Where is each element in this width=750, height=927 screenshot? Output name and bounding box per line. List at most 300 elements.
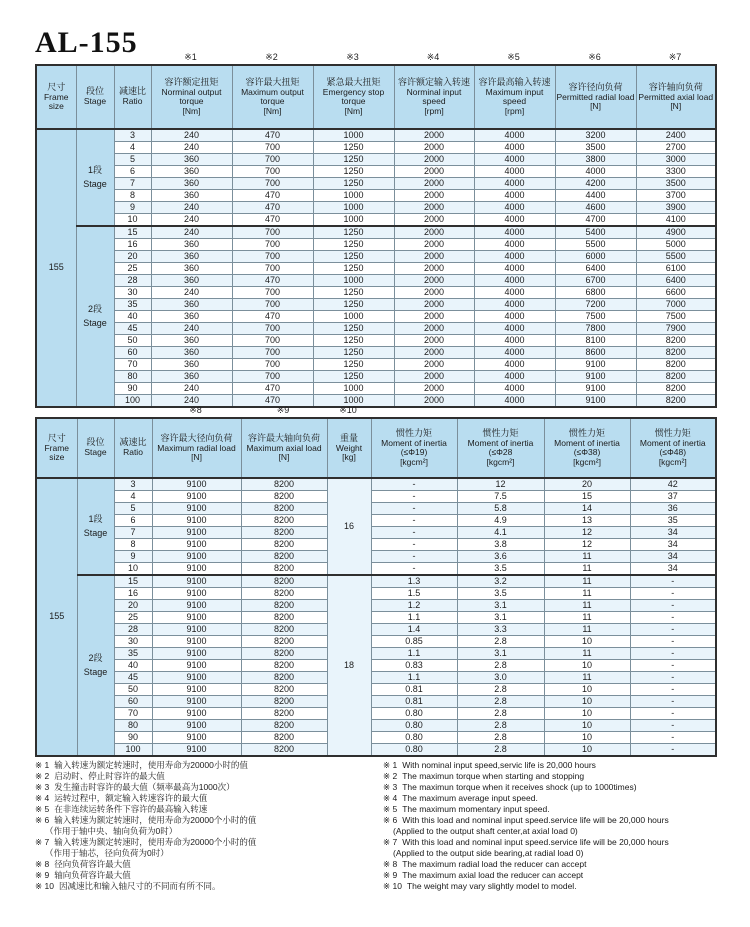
value-cell: 4000 [474,154,555,166]
table-row [36,684,716,696]
value-cell: 1250 [313,226,394,239]
value-cell: 4000 [474,371,555,383]
value-cell: 3200 [555,129,636,142]
ratio-cell: 90 [114,383,151,395]
value-cell: 4000 [474,359,555,371]
value-cell: 8200 [241,527,327,539]
header-label-zh: 减速比 [118,86,146,97]
note-marker: ※3 [346,52,359,62]
value-cell: 3.5 [457,588,544,600]
footnote-line [383,771,735,782]
value-cell: 10 [544,720,630,732]
header-label-en: Weight [335,442,363,453]
header-label-en: Moment of inertia [639,437,706,448]
header-shaft-diameter: (≤Φ28 [488,447,513,458]
value-cell: 9100 [152,612,241,624]
spec-column-header [313,65,394,129]
ratio-cell: 4 [114,142,151,154]
header-unit: [rpm] [504,105,525,116]
value-cell: 10 [544,636,630,648]
ratio-cell: 7 [114,178,151,190]
value-cell: 4.9 [457,515,544,527]
value-cell: 360 [151,311,232,323]
header-shaft-diameter: (≤Φ38) [573,447,601,458]
value-cell: 700 [232,142,313,154]
value-cell: 7500 [636,311,716,323]
footnote-line [35,837,383,848]
table-row [36,347,716,359]
ratio-cell: 45 [114,323,151,335]
spec-column-header [555,65,636,129]
ratio-cell: 40 [114,660,152,672]
value-cell: 4000 [474,178,555,190]
value-cell: 700 [232,299,313,311]
ratio-header [114,418,152,478]
header-unit: [N] [191,451,202,462]
stage-label-en: Stage [83,527,108,538]
value-cell: - [371,539,457,551]
value-cell: 360 [151,166,232,178]
header-label-zh: 容许额定扭矩 [164,77,219,88]
stage-header [77,418,114,478]
value-cell: 4000 [474,395,555,408]
spec-column-header [474,65,555,129]
value-cell: 42 [630,478,716,491]
value-cell: 8200 [636,395,716,408]
header-unit: [kgcm²] [486,456,515,467]
value-cell: 12 [544,539,630,551]
value-cell: 2000 [394,154,474,166]
value-cell: - [630,744,716,757]
value-cell: - [371,551,457,563]
value-cell: - [630,660,716,672]
value-cell: 9100 [152,539,241,551]
footnote-line [383,837,735,848]
table-row [36,263,716,275]
value-cell: 470 [232,383,313,395]
value-cell: 6400 [555,263,636,275]
value-cell: 4000 [474,299,555,311]
table-row [36,491,716,503]
header-label-zh: 容许最大径向负荷 [160,432,233,443]
value-cell: 4000 [474,166,555,178]
value-cell: 9100 [152,732,241,744]
value-cell: 1000 [313,395,394,408]
value-cell: 10 [544,660,630,672]
value-cell: 1.3 [371,575,457,588]
table-row [36,154,716,166]
footnote-line [383,782,735,793]
stage-cell [76,129,114,226]
footnotes-section [35,760,735,892]
value-cell: 1250 [313,287,394,299]
header-label-zh: 容许径向负荷 [568,81,623,92]
value-cell: 9100 [152,636,241,648]
frame-size-header [36,65,76,129]
table2-note-markers [35,405,715,416]
value-cell: 2.8 [457,636,544,648]
value-cell: 700 [232,251,313,263]
value-cell: 11 [544,612,630,624]
footnote-marker: ※ 4 [383,793,398,803]
table-row [36,575,716,588]
note-marker: ※5 [507,52,520,62]
value-cell: 9100 [555,383,636,395]
value-cell: 6400 [636,275,716,287]
value-cell: 2000 [394,299,474,311]
header-row [36,418,716,478]
value-cell: 2.8 [457,660,544,672]
value-cell: 360 [151,275,232,287]
value-cell: 2000 [394,275,474,287]
table-row [36,214,716,227]
value-cell: 2000 [394,202,474,214]
header-label-zh: 紧急最大扭矩 [326,77,381,88]
header-label-en: Moment of inertia [381,437,447,448]
ratio-cell: 70 [114,708,152,720]
footnote-marker: ※ 2 [383,771,398,781]
value-cell: 1000 [313,190,394,202]
ratio-cell: 10 [114,563,152,576]
value-cell: 8200 [241,744,327,757]
note-marker: ※4 [426,52,440,62]
ratio-cell: 3 [114,129,151,142]
value-cell: 4000 [474,323,555,335]
value-cell: 8600 [555,347,636,359]
header-label-en: Stage [84,447,107,458]
value-cell: 700 [232,226,313,239]
ratio-cell: 28 [114,275,151,287]
footnote-line [383,760,735,771]
value-cell: 9100 [152,588,241,600]
value-cell: 9100 [152,660,241,672]
value-cell: 12 [544,527,630,539]
value-cell: 2000 [394,347,474,359]
value-cell: 0.85 [371,636,457,648]
value-cell: 9100 [152,563,241,576]
value-cell: - [371,563,457,576]
value-cell: - [371,478,457,491]
value-cell: 2000 [394,383,474,395]
value-cell: 8100 [555,335,636,347]
value-cell: 9100 [152,575,241,588]
value-cell: 8200 [636,383,716,395]
footnote-line [383,815,735,826]
header-label-en: Frame size [44,442,70,462]
header-label-zh: 段位 [85,86,104,97]
value-cell: 4400 [555,190,636,202]
value-cell: 9100 [152,527,241,539]
value-cell: 5400 [555,226,636,239]
table-row [36,624,716,636]
value-cell: 4000 [474,287,555,299]
stage-cell [76,226,114,407]
value-cell: 4000 [474,311,555,323]
footnote-text: The maximum average input speed. [402,793,538,803]
footnote-text: The maximum momentary input speed. [402,804,550,814]
header-label-en: Moment of inertia [467,437,534,448]
ratio-cell: 7 [114,527,152,539]
value-cell: 5500 [636,251,716,263]
value-cell: 240 [151,142,232,154]
value-cell: 4000 [474,335,555,347]
table-row [36,732,716,744]
value-cell: 1250 [313,239,394,251]
stage-label-en: Stage [83,178,107,189]
note-marker: ※2 [265,52,278,62]
value-cell: 3.1 [457,612,544,624]
value-cell: 2700 [636,142,716,154]
footnote-text: 轴向负荷容许最大值 [54,870,131,880]
value-cell: 1.1 [371,612,457,624]
ratio-cell: 45 [114,672,152,684]
value-cell: 8200 [636,359,716,371]
footnotes-english [383,760,735,892]
footnote-line [35,815,383,826]
ratio-cell: 28 [114,624,152,636]
value-cell: 8200 [241,624,327,636]
value-cell: 470 [232,202,313,214]
table-row [36,226,716,239]
header-unit: [kgcm²] [573,456,601,467]
value-cell: 34 [630,551,716,563]
table-row [36,371,716,383]
value-cell: 470 [232,395,313,408]
value-cell: 2000 [394,323,474,335]
footnote-line [383,804,735,815]
table-row [36,588,716,600]
value-cell: - [630,720,716,732]
ratio-cell: 100 [114,395,151,408]
value-cell: 9100 [152,696,241,708]
ratio-cell: 15 [114,575,152,588]
footnote-marker: ※ 1 [383,760,398,770]
stage-label-zh: 2段 [87,304,102,314]
table-row [36,600,716,612]
spec-column-header [232,65,313,129]
header-unit: [Nm] [344,105,363,116]
value-cell: 8200 [636,335,716,347]
table-row [36,696,716,708]
value-cell: 2.8 [457,732,544,744]
footnote-marker: ※ 3 [35,782,50,792]
value-cell: 2000 [394,178,474,190]
ratio-cell: 70 [114,359,151,371]
ratio-cell: 80 [114,720,152,732]
value-cell: 7000 [636,299,716,311]
value-cell: 3300 [636,166,716,178]
value-cell: 360 [151,347,232,359]
value-cell: 700 [232,359,313,371]
value-cell: 8200 [241,612,327,624]
header-label-zh: 容许额定输入转速 [397,77,470,88]
footnote-line [35,782,383,793]
ratio-cell: 50 [114,335,151,347]
value-cell: 13 [544,515,630,527]
value-cell: - [371,515,457,527]
value-cell: 240 [151,287,232,299]
stage-cell [77,478,114,575]
header-unit: [kgcm²] [658,456,687,467]
value-cell: 2000 [394,395,474,408]
value-cell: 360 [151,251,232,263]
value-cell: 8200 [241,575,327,588]
value-cell: 2.8 [457,744,544,757]
value-cell: 360 [151,239,232,251]
table-row [36,299,716,311]
table-row [36,503,716,515]
header-shaft-diameter: (≤Φ48) [659,447,687,458]
value-cell: 700 [232,287,313,299]
ratio-cell: 6 [114,515,152,527]
note-marker: ※7 [668,52,682,62]
footnote-line [383,881,735,892]
header-unit: [Nm] [182,105,201,116]
footnote-marker: ※ 10 [383,881,402,891]
spec-column-header [151,65,232,129]
value-cell: 6700 [555,275,636,287]
value-cell: 470 [232,275,313,287]
header-label-zh: 段位 [86,437,105,448]
value-cell: 9100 [152,648,241,660]
ratio-header [114,65,151,129]
value-cell: 1000 [313,129,394,142]
frame-size-header [36,418,77,478]
value-cell: 0.81 [371,684,457,696]
ratio-cell: 60 [114,696,152,708]
value-cell: 4000 [474,190,555,202]
table-row [36,251,716,263]
footnote-marker: ※ 2 [35,771,50,781]
footnote-text: 在非连续运转条件下容许的最高输入转速 [54,804,208,814]
value-cell: 240 [151,383,232,395]
value-cell: - [630,684,716,696]
value-cell: 1000 [313,202,394,214]
value-cell: 240 [151,226,232,239]
value-cell: 4000 [474,383,555,395]
footnote-subtext: （作用于轴中央、轴向负荷为0时） [45,826,178,836]
footnote-text: The weight may vary slightly model to model. [406,881,577,891]
footnote-text: The maximun torque when starting and stopping [402,771,585,781]
value-cell: 11 [544,672,630,684]
value-cell: 4200 [555,178,636,190]
value-cell: 2000 [394,166,474,178]
footnote-line [383,870,735,881]
ratio-cell: 15 [114,226,151,239]
value-cell: 8200 [241,551,327,563]
footnote-marker: ※ 6 [35,815,50,825]
spec-column-header [457,418,544,478]
value-cell: 4000 [474,226,555,239]
table-row [36,672,716,684]
value-cell: 11 [544,600,630,612]
value-cell: 9100 [152,708,241,720]
value-cell: 7800 [555,323,636,335]
footnote-marker: ※ 4 [35,793,50,803]
footnote-subtext: (Applied to the output side bearing,at radial load 0) [393,848,584,858]
value-cell: - [371,527,457,539]
value-cell: - [371,503,457,515]
value-cell: 0.80 [371,720,457,732]
value-cell: 0.83 [371,660,457,672]
footnote-text: 运转过程中，额定输入转速容许的最大值 [54,793,208,803]
value-cell: 2000 [394,239,474,251]
value-cell: 14 [544,503,630,515]
value-cell: 2000 [394,263,474,275]
value-cell: 6100 [636,263,716,275]
value-cell: 1.5 [371,588,457,600]
spec-column-header [630,418,716,478]
value-cell: 1250 [313,154,394,166]
note-marker: ※6 [588,52,601,62]
footnote-text: With this load and nominal input speed.service life will be 20,000 hours [402,815,669,825]
footnote-text: 启动时、停止时容许的最大值 [54,771,165,781]
value-cell: 240 [151,214,232,227]
header-label-zh: 容许最高输入转速 [478,77,551,88]
value-cell: 470 [232,311,313,323]
footnote-marker: ※ 10 [35,881,54,891]
value-cell: 2.8 [457,720,544,732]
value-cell: 10 [544,708,630,720]
value-cell: 700 [232,347,313,359]
header-label-zh: 尺寸 [47,81,66,92]
value-cell: 2.8 [457,696,544,708]
value-cell: 1250 [313,166,394,178]
value-cell: - [630,672,716,684]
header-label-zh: 惯性力矩 [654,428,691,439]
value-cell: 0.81 [371,696,457,708]
table-row [36,539,716,551]
footnote-line [35,881,383,892]
footnote-marker: ※ 5 [383,804,398,814]
ratio-cell: 5 [114,154,151,166]
table1-note-markers [35,52,715,63]
value-cell: 1250 [313,371,394,383]
footnote-subtext: (Applied to the output shaft center,at axial load 0) [393,826,578,836]
footnote-text: 输入转速为额定转速时，使用寿命为20000小时的值 [54,760,248,770]
footnote-marker: ※ 9 [383,870,398,880]
ratio-cell: 6 [114,166,151,178]
value-cell: 11 [544,624,630,636]
value-cell: 1000 [313,214,394,227]
ratio-cell: 50 [114,684,152,696]
ratio-cell: 16 [114,588,152,600]
header-label-zh: 容许最大扭矩 [245,77,300,88]
value-cell: 8200 [241,672,327,684]
value-cell: 1250 [313,323,394,335]
value-cell: 4000 [474,275,555,287]
value-cell: 2000 [394,311,474,323]
value-cell: 2000 [394,129,474,142]
value-cell: - [630,732,716,744]
ratio-cell: 20 [114,600,152,612]
value-cell: 240 [151,395,232,408]
value-cell: 0.80 [371,732,457,744]
footnote-text: The maximum radial load the reducer can accept [402,859,587,869]
value-cell: 8200 [241,539,327,551]
value-cell: 1000 [313,383,394,395]
value-cell: 700 [232,263,313,275]
value-cell: 9100 [152,744,241,757]
value-cell: 34 [630,539,716,551]
stage-header [76,65,114,129]
footnote-marker: ※ 3 [383,782,398,792]
value-cell: 11 [544,575,630,588]
value-cell: 1250 [313,142,394,154]
footnote-line [383,859,735,870]
header-label-en: Norminal input speed [406,86,462,107]
ratio-cell: 20 [114,251,151,263]
